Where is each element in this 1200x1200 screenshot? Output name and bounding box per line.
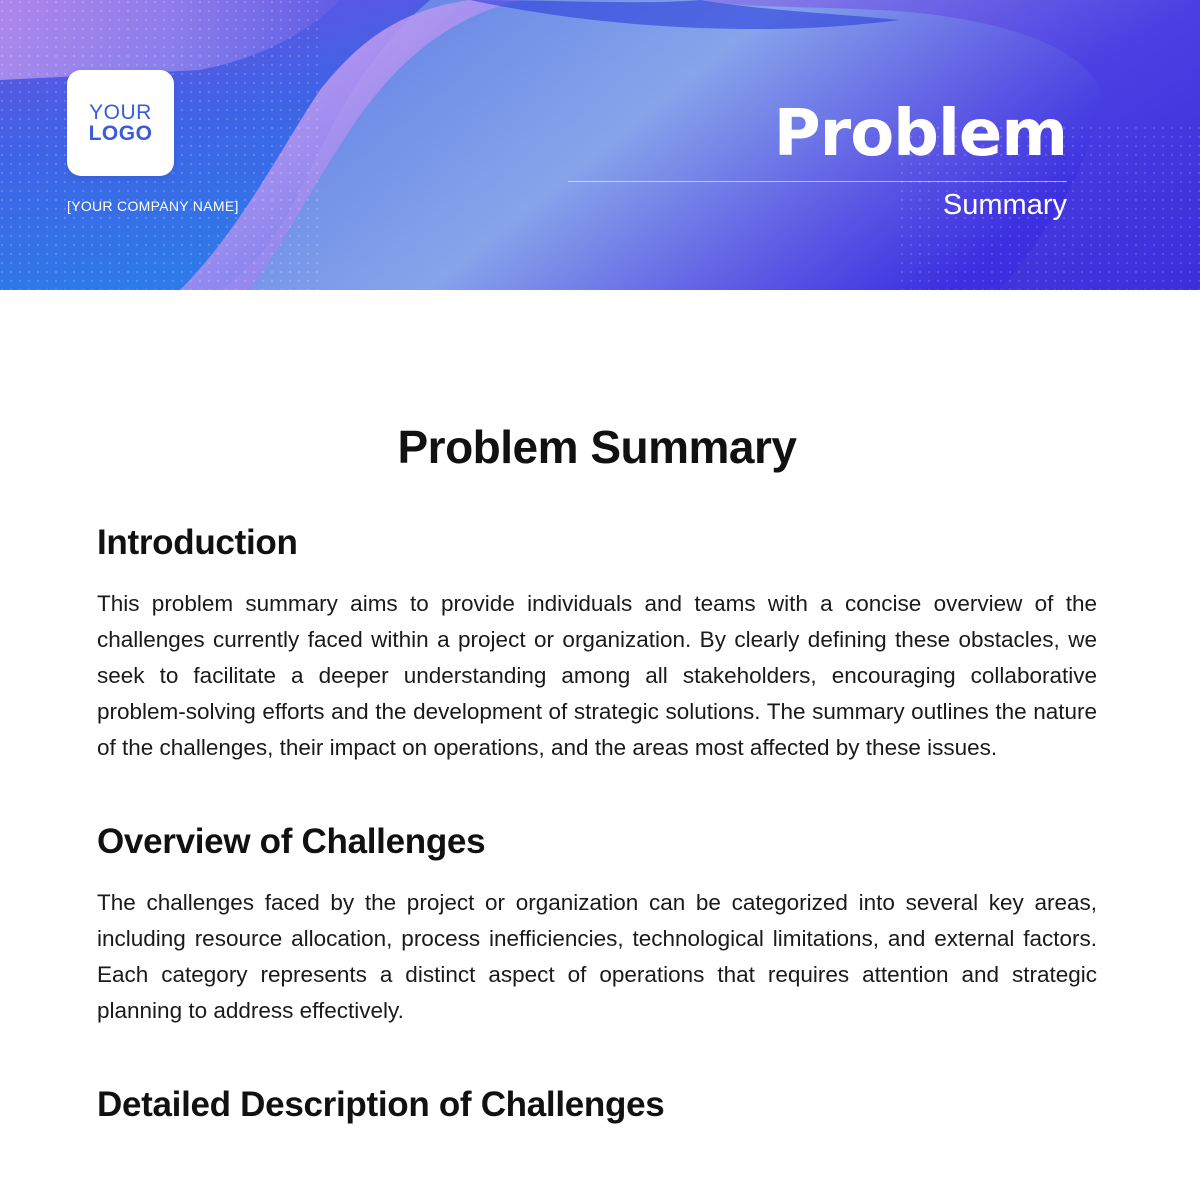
section-body-overview: The challenges faced by the project or organization can be categorized into several key areas, including resource allocation, process inefficiencies, technological limitations, and external factors. Each category represents a distinct aspect of operations that requires attention and strategic planning to address effectively. — [97, 890, 1097, 1023]
document-body — [97, 420, 1097, 1126]
hero-title: Problem — [773, 97, 1067, 171]
section-heading-overview: Overview of Challenges — [97, 822, 486, 861]
hero-subtitle: Summary — [942, 189, 1067, 221]
logo-text-your: YOUR — [89, 101, 152, 124]
company-logo — [67, 70, 174, 176]
section-body-introduction: This problem summary aims to provide individuals and teams with a concise overview of the challenges currently faced within a project or organization. By clearly defining these obstacles, we seek to facilitate a deeper understanding among all stakeholders, encouraging collaborative problem-solving efforts and the development of strategic solutions. The summary outlines the nature of the challenges, their impact on operations, and the areas most affected by these issues. — [97, 591, 1097, 760]
logo-text-logo: LOGO — [88, 122, 153, 145]
company-name: [YOUR COMPANY NAME] — [67, 198, 239, 214]
section-heading-detailed: Detailed Description of Challenges — [97, 1085, 665, 1124]
header-banner — [0, 0, 1200, 290]
hero-divider — [568, 181, 1067, 182]
section-heading-introduction: Introduction — [97, 523, 298, 562]
document-title: Problem Summary — [397, 421, 797, 473]
